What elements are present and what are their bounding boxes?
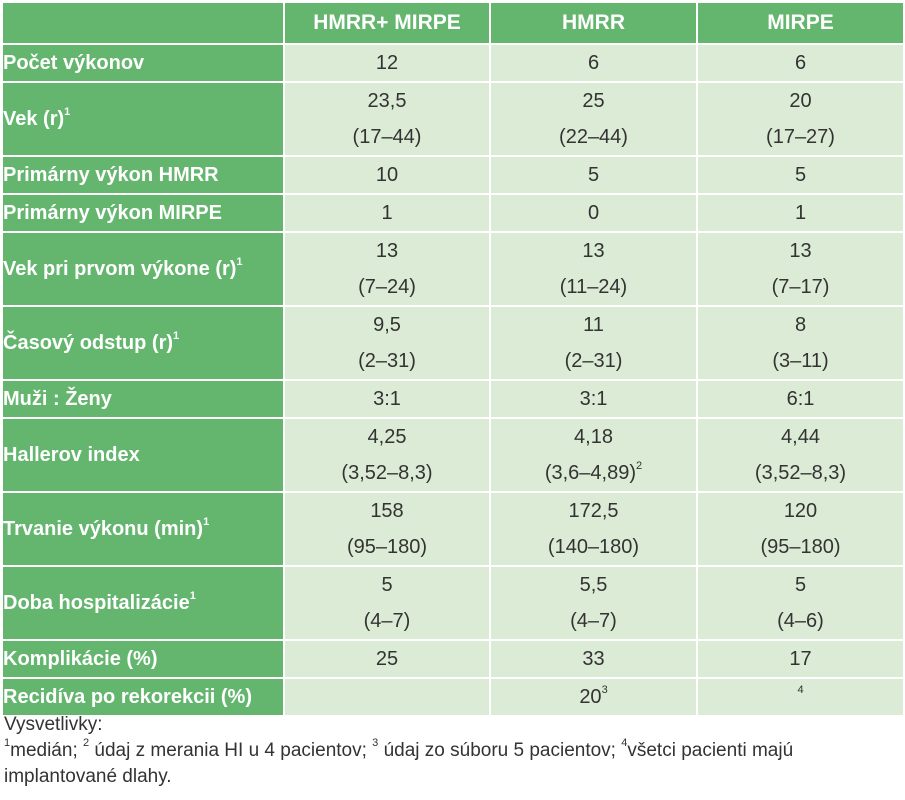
cell-value: [285, 233, 489, 269]
cell-value-text: 11: [583, 314, 604, 336]
cell-range-text: (7–17): [771, 276, 830, 298]
cell-value: [491, 493, 696, 529]
table-cell: [284, 44, 490, 82]
table-cell: [697, 82, 904, 156]
table-cell: [490, 566, 697, 640]
cell-range: [491, 455, 696, 491]
cell-value-text: 120: [783, 500, 818, 522]
table-row: [2, 492, 904, 566]
row-label: [2, 678, 284, 716]
cell-value: [698, 157, 903, 193]
table-cell: [284, 566, 490, 640]
cell-range-text: (95–180): [346, 536, 428, 558]
cell-range-text: (7–24): [358, 276, 416, 298]
row-label-text: Trvanie výkonu (min): [3, 517, 204, 540]
cell-value-text: 12: [375, 52, 399, 74]
cell-range: [698, 603, 903, 639]
table-cell: [284, 82, 490, 156]
cell-range-text: (3,6–4,89): [544, 462, 637, 484]
row-label: [2, 194, 284, 232]
row-label: [2, 492, 284, 566]
cell-value: [491, 233, 696, 269]
footnotes-heading: Vysvetlivky:: [4, 714, 103, 735]
cell-value: [285, 641, 489, 677]
cell-range: [491, 603, 696, 639]
row-label-text: Vek pri prvom výkone (r): [3, 257, 237, 280]
cell-value-text: 13: [375, 240, 399, 262]
cell-value-text: 4,44: [781, 426, 820, 448]
cell-value-text: 5: [794, 164, 807, 186]
cell-value: [698, 419, 903, 455]
cell-value-text: 25: [582, 90, 605, 112]
cell-range: [285, 343, 489, 379]
cell-value: [285, 419, 489, 455]
cell-range-text: (4–7): [570, 610, 617, 632]
table-cell: [490, 492, 697, 566]
table-cell: [697, 640, 904, 678]
cell-value-text: 1: [794, 202, 807, 224]
row-label-text: Počet výkonov: [3, 51, 145, 74]
cell-value-text: 8: [794, 314, 807, 336]
cell-value: [491, 83, 696, 119]
table-cell: [697, 306, 904, 380]
table-row: [2, 678, 904, 716]
cell-value: [491, 641, 696, 677]
table-row: [2, 566, 904, 640]
cell-value-text: 0: [587, 202, 600, 224]
table-row: [2, 640, 904, 678]
table-cell: [697, 44, 904, 82]
cell-range-text: (95–180): [760, 536, 841, 558]
cell-footnote-marker: 2: [636, 460, 643, 473]
cell-value: [491, 679, 696, 715]
cell-range-text: (17–27): [766, 126, 835, 148]
cell-value-text: 6:1: [786, 388, 815, 410]
cell-value-text: 6: [794, 52, 807, 74]
cell-value-text: 23,5: [367, 90, 407, 112]
row-label-text: Časový odstup (r): [3, 331, 174, 354]
row-label-text: Vek (r): [3, 107, 65, 130]
cell-value: [285, 381, 489, 417]
cell-range: [285, 603, 489, 639]
cell-value-text: 3:1: [373, 388, 401, 410]
cell-range-text: (140–180): [547, 536, 640, 558]
column-header-mirpe: MIRPE: [697, 2, 904, 44]
table-cell: [697, 380, 904, 418]
row-label-text: Recidíva po rekorekcii (%): [3, 685, 252, 708]
cell-range: [285, 269, 489, 305]
footnote-marker-4: 4: [621, 736, 628, 749]
row-label-text: Primárny výkon MIRPE: [3, 201, 222, 224]
table-body: [2, 44, 904, 716]
footnote-marker-3: 3: [372, 736, 379, 749]
table-cell: [490, 678, 697, 716]
table-cell: [490, 194, 697, 232]
cell-value: [285, 157, 489, 193]
column-header-hmrr-mirpe: HMRR+ MIRPE: [284, 2, 490, 44]
footnote-2: údaj z merania HI u 4 pacientov;: [89, 740, 373, 761]
cell-value: [285, 45, 489, 81]
row-label-footnote-marker: 1: [64, 105, 71, 118]
table-cell: [284, 418, 490, 492]
cell-value: [491, 567, 696, 603]
cell-value-text: 4,25: [367, 426, 407, 448]
cell-value-text: 5: [794, 574, 807, 596]
cell-range-text: (3,52–8,3): [341, 462, 433, 484]
cell-value-text: 20: [789, 90, 812, 112]
cell-range: [491, 529, 696, 565]
row-label: [2, 640, 284, 678]
cell-value-text: 13: [789, 240, 812, 262]
cell-value-text: 158: [370, 500, 404, 522]
cell-value-text: 25: [375, 648, 399, 670]
table-row: [2, 380, 904, 418]
cell-range: [698, 119, 903, 155]
row-label: [2, 418, 284, 492]
cell-value-text: 172,5: [568, 500, 619, 522]
cell-range-text: (3–11): [772, 350, 829, 372]
cell-value: [698, 45, 903, 81]
cell-value-text: 3:1: [579, 388, 608, 410]
table-cell: [490, 44, 697, 82]
footnote-1: medián;: [10, 740, 83, 761]
row-label: [2, 44, 284, 82]
table-row: [2, 232, 904, 306]
table-row: [2, 156, 904, 194]
cell-value: [285, 83, 489, 119]
cell-range: [491, 119, 696, 155]
cell-footnote-marker: 3: [601, 684, 608, 697]
cell-value-text: 5: [587, 164, 600, 186]
header-corner: [2, 2, 284, 44]
cell-range-text: (11–24): [559, 276, 628, 298]
cell-range: [285, 119, 489, 155]
cell-range-text: (3,52–8,3): [754, 462, 847, 484]
cell-value: [698, 307, 903, 343]
cell-value: [698, 641, 903, 677]
cell-range-text: (2–31): [564, 350, 623, 372]
cell-value-text: 20: [579, 686, 602, 708]
row-label-text: Komplikácie (%): [3, 647, 158, 670]
table-cell: [490, 232, 697, 306]
cell-range-text: (4–6): [777, 610, 824, 632]
cell-value: [698, 83, 903, 119]
row-label-footnote-marker: 1: [173, 329, 180, 342]
table-cell: [284, 678, 490, 716]
cell-footnote-marker: 4: [797, 684, 804, 697]
cell-value: [698, 679, 903, 715]
table-cell: [490, 418, 697, 492]
table-cell: [284, 640, 490, 678]
footnote-4: všetci pacienti majú implantované dlahy.: [4, 740, 794, 787]
cell-value: [491, 157, 696, 193]
table-cell: [284, 380, 490, 418]
footnotes: [4, 712, 899, 790]
cell-value: [698, 233, 903, 269]
cell-value: [698, 493, 903, 529]
row-label-text: Muži : Ženy: [3, 387, 112, 410]
cell-range: [491, 269, 696, 305]
table-cell: [490, 82, 697, 156]
table-cell: [284, 492, 490, 566]
footnote-marker-1: 1: [4, 736, 11, 749]
cell-value: [491, 381, 696, 417]
cell-value: [285, 567, 489, 603]
row-label: [2, 380, 284, 418]
table-cell: [284, 232, 490, 306]
table-cell: [284, 156, 490, 194]
table-cell: [284, 194, 490, 232]
footnote-marker-2: 2: [83, 736, 90, 749]
cell-range-text: (2–31): [358, 350, 416, 372]
row-label-text: Primárny výkon HMRR: [3, 163, 219, 186]
cell-value: [491, 195, 696, 231]
cell-value-text: 1: [381, 202, 393, 224]
column-header-hmrr: HMRR: [490, 2, 697, 44]
cell-value-text: 6: [587, 52, 600, 74]
cell-value: [698, 195, 903, 231]
cell-value-text: 4,18: [574, 426, 613, 448]
cell-range: [491, 343, 696, 379]
table-row: [2, 194, 904, 232]
table-cell: [490, 640, 697, 678]
row-label: [2, 156, 284, 194]
row-label: [2, 82, 284, 156]
row-label: [2, 306, 284, 380]
cell-value: [285, 493, 489, 529]
cell-range-text: (4–7): [363, 610, 411, 632]
cell-range: [698, 343, 903, 379]
table-cell: [490, 306, 697, 380]
cell-value-text: 9,5: [373, 314, 401, 336]
table-cell: [697, 492, 904, 566]
row-label: [2, 232, 284, 306]
cell-value-text: 5: [381, 574, 393, 596]
footnotes-text: [4, 738, 899, 790]
cell-value: [698, 381, 903, 417]
cell-range-text: (17–44): [352, 126, 422, 148]
cell-range-text: (22–44): [559, 126, 628, 148]
row-label-text: Doba hospitalizácie: [3, 591, 190, 614]
table-cell: [697, 566, 904, 640]
table-row: [2, 418, 904, 492]
table-cell: [697, 232, 904, 306]
cell-value-text: 5,5: [579, 574, 608, 596]
cell-value: [285, 307, 489, 343]
table-cell: [490, 380, 697, 418]
row-label-footnote-marker: 1: [236, 255, 243, 268]
table-cell: [284, 306, 490, 380]
table-row: [2, 44, 904, 82]
row-label: [2, 566, 284, 640]
row-label-text: Hallerov index: [3, 443, 140, 466]
row-label-footnote-marker: 1: [189, 589, 196, 602]
table-cell: [490, 156, 697, 194]
cell-value-text: 10: [375, 164, 399, 186]
cell-value: [491, 45, 696, 81]
cell-range: [698, 455, 903, 491]
table-row: [2, 306, 904, 380]
cell-value-text: 17: [789, 648, 812, 670]
cell-value: [491, 419, 696, 455]
table-cell: [697, 678, 904, 716]
cell-value: [491, 307, 696, 343]
cell-range: [285, 529, 489, 565]
cell-value: [285, 679, 489, 715]
cell-value: [285, 195, 489, 231]
comparison-table: [1, 1, 905, 717]
row-label-footnote-marker: 1: [203, 515, 210, 528]
table-cell: [697, 156, 904, 194]
table-cell: [697, 194, 904, 232]
cell-value-text: 33: [582, 648, 605, 670]
footnote-3: údaj zo súboru 5 pacientov;: [378, 740, 622, 761]
cell-value-text: 13: [582, 240, 605, 262]
cell-range: [698, 269, 903, 305]
cell-range: [698, 529, 903, 565]
table-cell: [697, 418, 904, 492]
cell-range: [285, 455, 489, 491]
cell-value: [698, 567, 903, 603]
table-row: [2, 82, 904, 156]
